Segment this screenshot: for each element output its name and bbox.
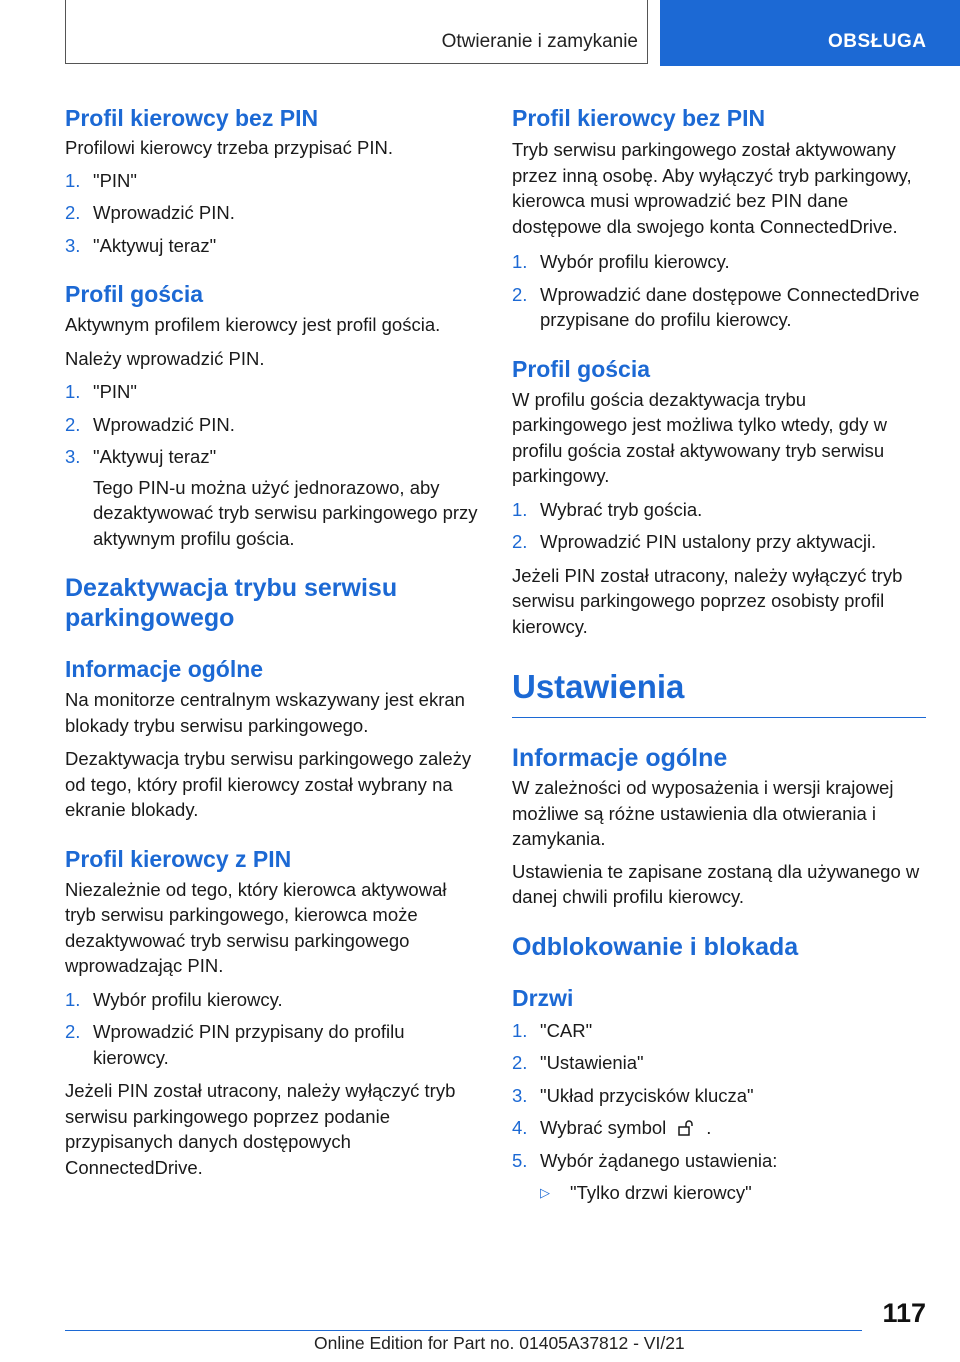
- step-list: [512, 497, 926, 555]
- bullet-item: ▷ "Tylko drzwi kierowcy": [512, 1180, 926, 1206]
- footer-edition: Online Edition for Part no. 01405A37812 - VI/21: [314, 1333, 685, 1353]
- list-item: 2. "Ustawienia": [512, 1052, 644, 1073]
- heading-unlock-lock: Odblokowanie i blokada: [512, 932, 799, 961]
- list-item: 1. "PIN": [65, 169, 137, 191]
- list-item: 2. Wprowadzić dane dostępowe ConnectedDrive przypisane do profilu kierowcy.: [512, 283, 920, 330]
- step-list: [65, 987, 479, 1071]
- list-item: 3. "Układ przycisków klucza": [512, 1084, 754, 1106]
- list-item: 1. Wybrać tryb gościa.: [512, 498, 703, 520]
- triangle-right-icon: ▷: [540, 1185, 550, 1200]
- list-note: Tego PIN-u można użyć jednorazowo, aby dezaktywować tryb serwisu parkingowego przy aktywnym profilu gościa.: [93, 476, 478, 549]
- header-tab: [660, 0, 960, 66]
- header-tab-label: OBSŁUGA: [828, 31, 927, 52]
- unlock-icon: [678, 1117, 696, 1133]
- paragraph: Niezależnie od tego, który kierowca aktywował tryb serwisu parkingowego, kierowca może dezaktywować tryb serwisu parkingowego wprowadzając PIN.: [65, 878, 447, 976]
- heading-driver-pin: Profil kierowcy z PIN: [65, 845, 292, 872]
- step-list: [65, 168, 479, 259]
- list-item: 5. Wybór żądanego ustawienia:: [512, 1149, 778, 1171]
- list-item: 1. "CAR": [512, 1019, 593, 1041]
- list-item: 2. Wprowadzić PIN.: [65, 413, 235, 435]
- list-item: 3. "Aktywuj teraz": [65, 234, 217, 256]
- list-item: 2. Wprowadzić PIN przypisany do profilu kierowcy.: [65, 1021, 405, 1068]
- header-section-title: Otwieranie i zamykanie: [441, 31, 638, 52]
- list-item: 1. Wybór profilu kierowcy.: [65, 988, 283, 1010]
- heading-driver-no-pin: Profil kierowcy bez PIN: [512, 105, 766, 131]
- list-item: 2. Wprowadzić PIN.: [65, 202, 235, 223]
- paragraph: Ustawienia te zapisane zostaną dla używanego w danej chwili profilu kierowcy.: [512, 860, 920, 907]
- list-item: 3. "Aktywuj teraz" Tego PIN-u można użyć jednorazowo, aby dezaktywować tryb serwisu parkingowego przy aktywnym profilu gościa.: [65, 444, 479, 551]
- heading-guest: Profil gościa: [512, 355, 651, 382]
- paragraph: Aktywnym profilem kierowcy jest profil gościa.: [65, 314, 441, 335]
- list-item: 1. Wybór profilu kierowcy.: [512, 251, 730, 272]
- heading-general-info: Informacje ogólne: [512, 744, 728, 772]
- heading-guest: Profil gościa: [65, 281, 204, 307]
- paragraph: Na monitorze centralnym wskazywany jest ekran blokady trybu serwisu parkingowego.: [65, 689, 465, 736]
- list-item: 1. "PIN": [65, 381, 137, 402]
- heading-settings: Ustawienia: [512, 667, 926, 718]
- paragraph: W zależności od wyposażenia i wersji krajowej możliwe są różne ustawienia dla otwierania i zamykania.: [512, 777, 894, 849]
- left-column: [65, 104, 479, 1180]
- step-list: [512, 249, 926, 333]
- paragraph: Tryb serwisu parkingowego został aktywowany przez inną osobę. Aby wyłączyć tryb parkingowy, kierowca musi wprowadzić bez PIN dane dostępowe dla swojego konta ConnectedDrive.: [512, 139, 912, 237]
- heading-general-info: Informacje ogólne: [65, 656, 264, 682]
- paragraph: Należy wprowadzić PIN.: [65, 347, 265, 369]
- heading-deactivation: Dezaktywacja trybu serwisu parkingowego: [65, 574, 398, 632]
- heading-doors: Drzwi: [512, 984, 574, 1011]
- heading-driver-no-pin: Profil kierowcy bez PIN: [65, 105, 319, 131]
- paragraph: Profilowi kierowcy trzeba przypisać PIN.: [65, 137, 393, 158]
- footer-divider: [65, 1330, 862, 1331]
- step-list: [65, 379, 479, 551]
- step-list: [512, 1018, 926, 1174]
- paragraph: Jeżeli PIN został utracony, należy wyłączyć tryb serwisu parkingowego poprzez osobisty profil kierowcy.: [512, 564, 903, 637]
- paragraph: W profilu gościa dezaktywacja trybu parkingowego jest możliwa tylko wtedy, gdy w profilu gościa został aktywowany tryb serwisu parkingowy.: [512, 388, 887, 486]
- paragraph: Jeżeli PIN został utracony, należy wyłączyć tryb serwisu parkingowego poprzez podanie przypisanych danych dostępowych ConnectedDrive.: [65, 1080, 456, 1178]
- page-number: 117: [882, 1298, 926, 1328]
- right-column: [512, 104, 926, 1206]
- list-item: 2. Wprowadzić PIN ustalony przy aktywacji.: [512, 531, 877, 552]
- paragraph: Dezaktywacja trybu serwisu parkingowego zależy od tego, który profil kierowcy został wybrany na ekranie blokady.: [65, 748, 472, 820]
- list-item: 4. Wybrać symbol .: [512, 1117, 712, 1138]
